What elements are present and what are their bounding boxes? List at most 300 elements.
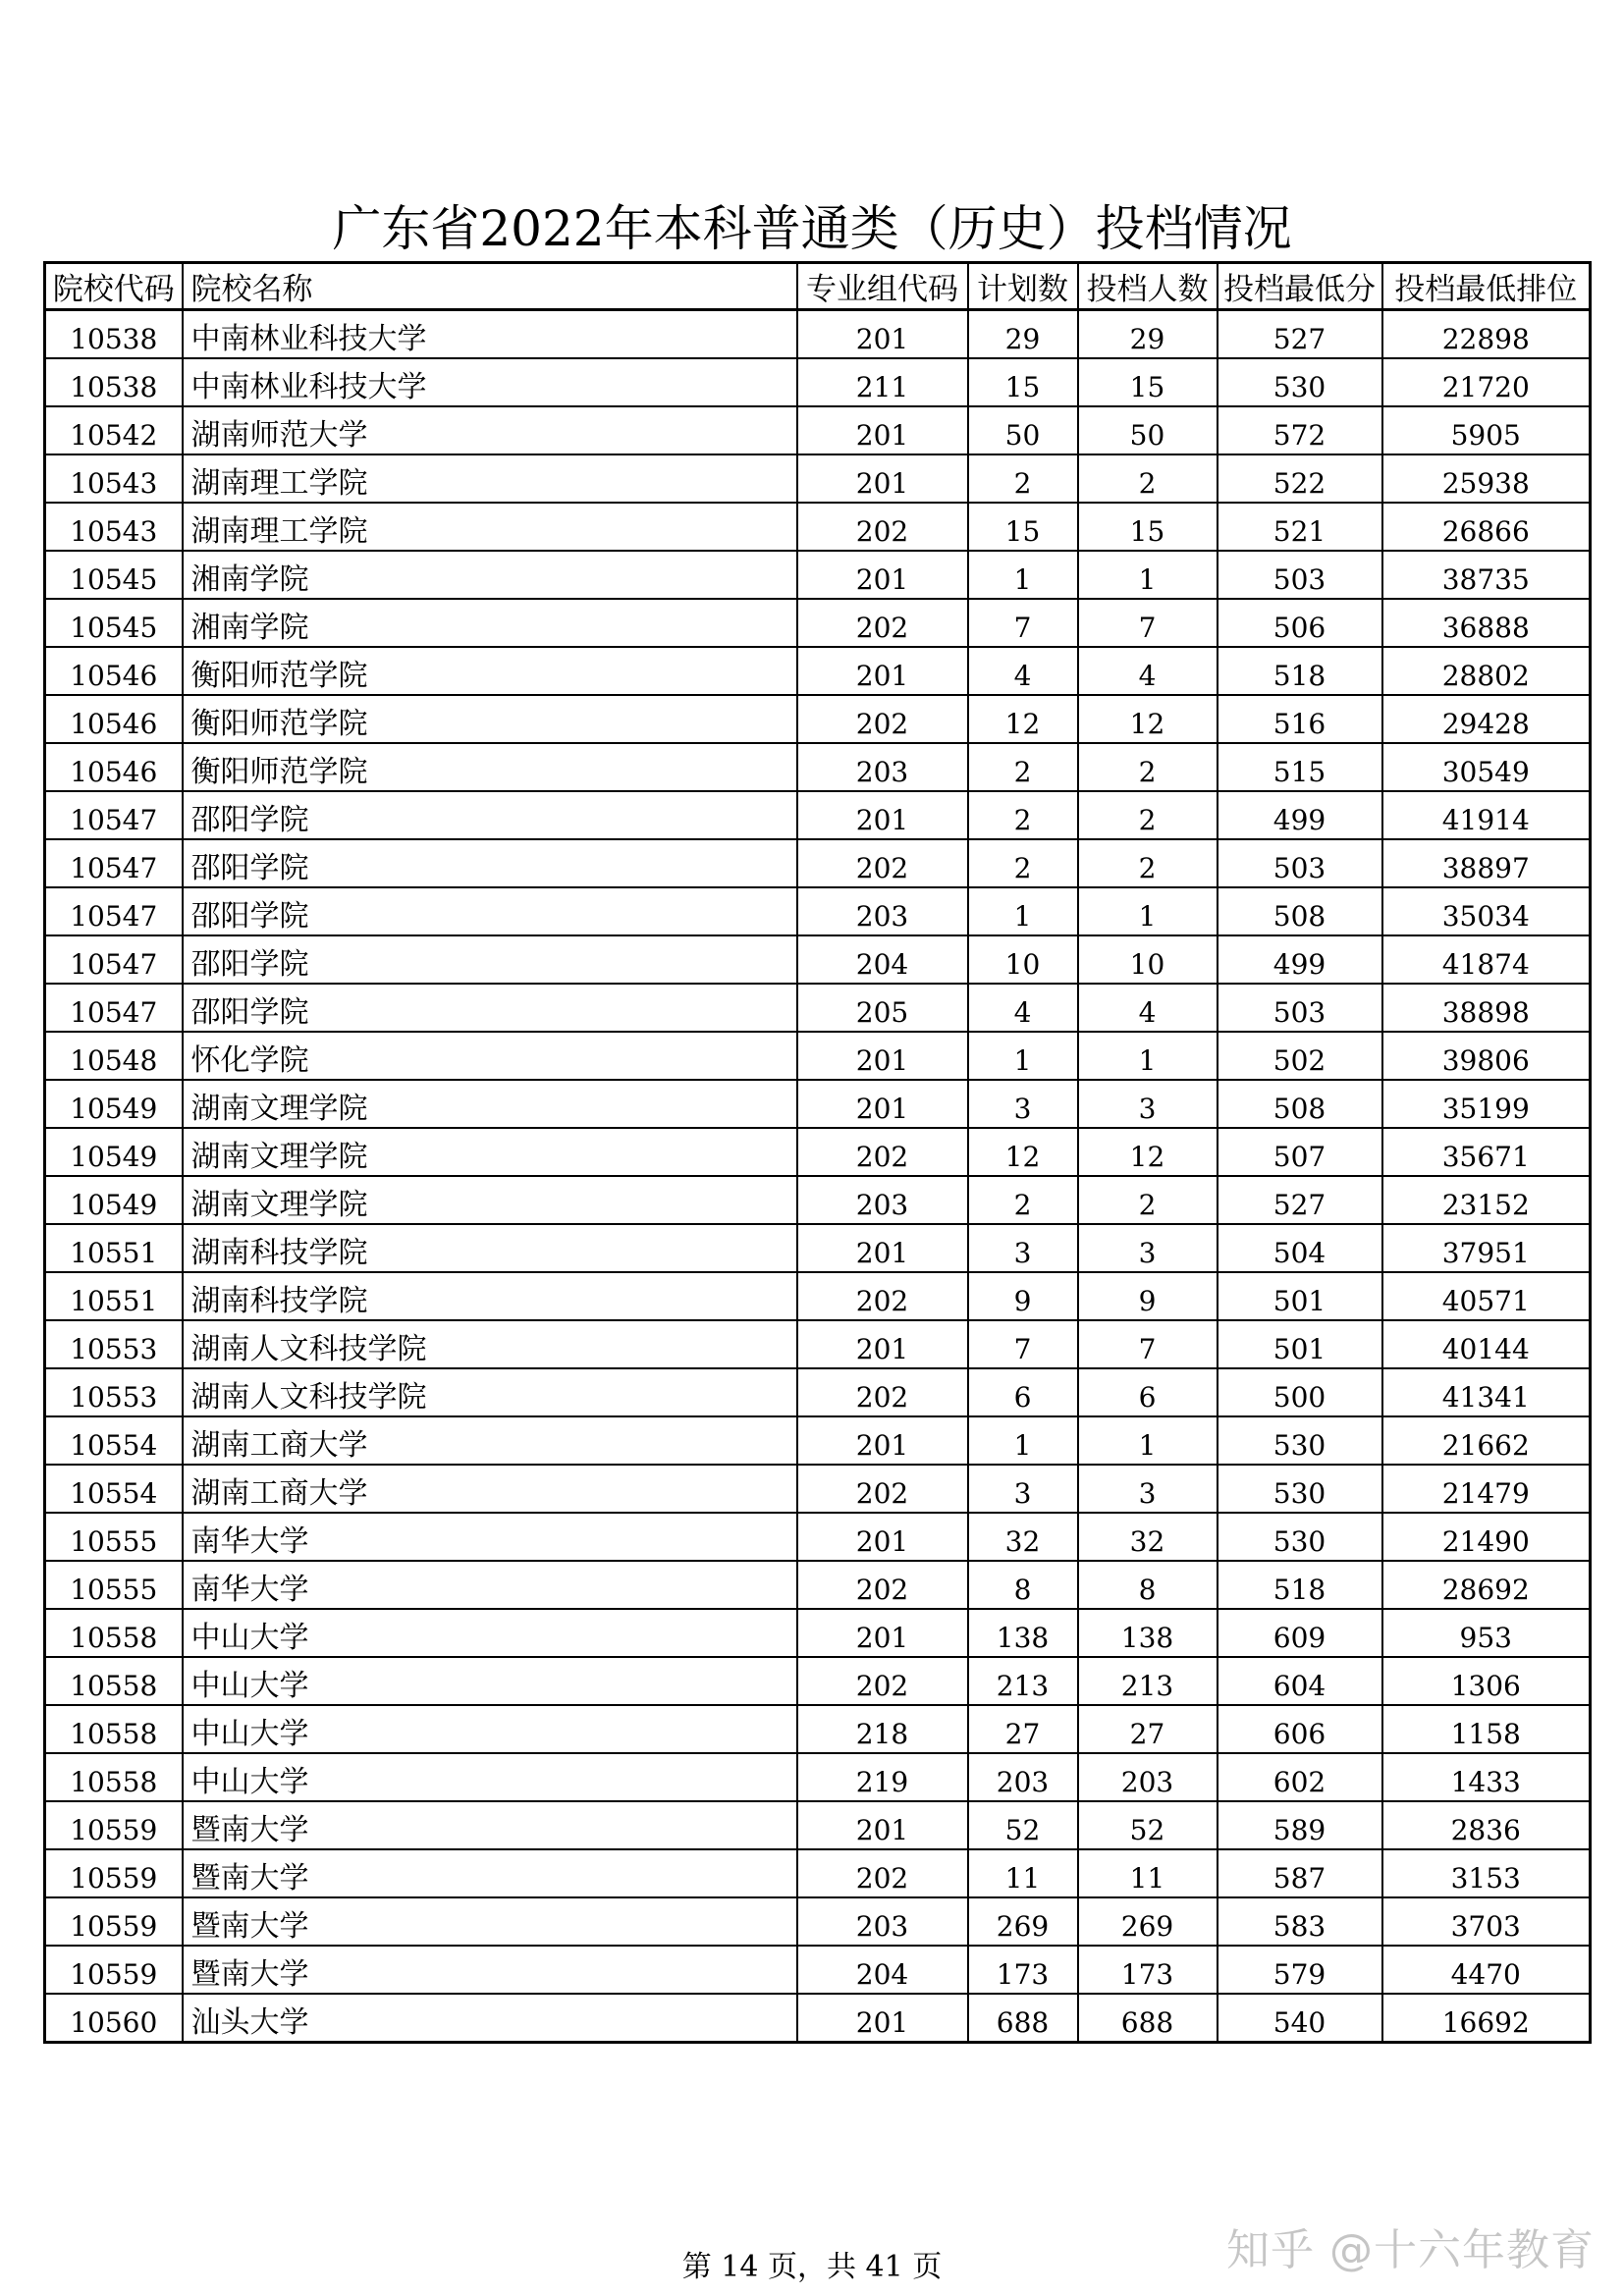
table-row [45,1994,1591,2043]
cell-min-score: 501 [1218,1272,1382,1320]
table-row [45,1897,1591,1946]
header-min-rank: 投档最低排位 [1382,263,1591,310]
table-row [45,1801,1591,1849]
cell-school-code: 10547 [45,791,183,839]
cell-min-score: 518 [1218,1561,1382,1609]
cell-plan-count: 138 [968,1609,1078,1657]
cell-min-rank: 40571 [1382,1272,1591,1320]
cell-school-code: 10546 [45,647,183,695]
cell-school-name: 湖南理工学院 [183,454,797,503]
cell-group-code: 202 [797,1128,968,1176]
table-row [45,1272,1591,1320]
cell-min-score: 499 [1218,935,1382,984]
table-row [45,406,1591,454]
cell-admitted-count: 1 [1078,1032,1218,1080]
cell-min-rank: 41874 [1382,935,1591,984]
cell-min-score: 589 [1218,1801,1382,1849]
cell-min-score: 522 [1218,454,1382,503]
cell-school-code: 10553 [45,1368,183,1416]
cell-school-name: 邵阳学院 [183,887,797,935]
cell-plan-count: 2 [968,791,1078,839]
cell-min-score: 503 [1218,551,1382,599]
cell-group-code: 201 [797,1080,968,1128]
cell-min-rank: 3703 [1382,1897,1591,1946]
table-row [45,310,1591,359]
cell-admitted-count: 3 [1078,1080,1218,1128]
cell-school-code: 10558 [45,1657,183,1705]
table-row [45,1080,1591,1128]
cell-admitted-count: 3 [1078,1465,1218,1513]
cell-admitted-count: 173 [1078,1946,1218,1994]
cell-admitted-count: 9 [1078,1272,1218,1320]
table-row [45,551,1591,599]
admissions-table [43,261,1592,2044]
cell-min-rank: 3153 [1382,1849,1591,1897]
cell-admitted-count: 11 [1078,1849,1218,1897]
cell-admitted-count: 4 [1078,984,1218,1032]
watermark: 知乎 @十六年教育 [1226,2225,1595,2275]
cell-group-code: 202 [797,839,968,887]
cell-school-name: 南华大学 [183,1513,797,1561]
cell-min-score: 508 [1218,1080,1382,1128]
cell-group-code: 205 [797,984,968,1032]
cell-admitted-count: 7 [1078,599,1218,647]
cell-group-code: 201 [797,1032,968,1080]
cell-min-rank: 30549 [1382,743,1591,791]
cell-school-code: 10545 [45,551,183,599]
cell-min-score: 507 [1218,1128,1382,1176]
cell-min-score: 604 [1218,1657,1382,1705]
cell-plan-count: 6 [968,1368,1078,1416]
cell-admitted-count: 203 [1078,1753,1218,1801]
cell-plan-count: 7 [968,599,1078,647]
cell-admitted-count: 15 [1078,358,1218,406]
table-row [45,1176,1591,1224]
cell-school-name: 汕头大学 [183,1994,797,2043]
cell-school-name: 暨南大学 [183,1946,797,1994]
cell-school-code: 10543 [45,454,183,503]
cell-group-code: 202 [797,695,968,743]
table-row [45,887,1591,935]
cell-min-score: 515 [1218,743,1382,791]
cell-school-code: 10551 [45,1224,183,1272]
table-row [45,1128,1591,1176]
cell-plan-count: 2 [968,743,1078,791]
cell-school-name: 怀化学院 [183,1032,797,1080]
table-row [45,1032,1591,1080]
cell-min-score: 503 [1218,984,1382,1032]
table-row [45,1416,1591,1465]
cell-min-rank: 38735 [1382,551,1591,599]
cell-group-code: 201 [797,1801,968,1849]
cell-min-rank: 38897 [1382,839,1591,887]
cell-plan-count: 173 [968,1946,1078,1994]
cell-school-code: 10549 [45,1176,183,1224]
cell-min-rank: 21662 [1382,1416,1591,1465]
cell-school-name: 中南林业科技大学 [183,358,797,406]
cell-school-name: 湖南文理学院 [183,1128,797,1176]
header-admitted-count: 投档人数 [1078,263,1218,310]
cell-min-rank: 2836 [1382,1801,1591,1849]
cell-group-code: 202 [797,1561,968,1609]
cell-min-score: 530 [1218,1416,1382,1465]
cell-school-name: 湖南人文科技学院 [183,1368,797,1416]
cell-school-name: 湖南工商大学 [183,1465,797,1513]
cell-admitted-count: 15 [1078,503,1218,551]
cell-min-rank: 39806 [1382,1032,1591,1080]
cell-admitted-count: 2 [1078,791,1218,839]
cell-group-code: 201 [797,1994,968,2043]
cell-min-rank: 36888 [1382,599,1591,647]
page-footer: 第 14 页，共 41 页 [681,2250,943,2284]
cell-school-name: 中山大学 [183,1657,797,1705]
table-row [45,1513,1591,1561]
table-row [45,695,1591,743]
cell-min-rank: 16692 [1382,1994,1591,2043]
cell-min-rank: 22898 [1382,310,1591,359]
cell-school-code: 10559 [45,1897,183,1946]
cell-min-score: 508 [1218,887,1382,935]
cell-group-code: 203 [797,887,968,935]
cell-group-code: 203 [797,743,968,791]
cell-group-code: 201 [797,1609,968,1657]
cell-admitted-count: 2 [1078,839,1218,887]
cell-school-code: 10554 [45,1465,183,1513]
table-row [45,358,1591,406]
cell-min-rank: 40144 [1382,1320,1591,1368]
table-row [45,1946,1591,1994]
cell-min-rank: 28692 [1382,1561,1591,1609]
cell-min-rank: 35034 [1382,887,1591,935]
cell-plan-count: 688 [968,1994,1078,2043]
cell-school-name: 湖南科技学院 [183,1224,797,1272]
cell-plan-count: 4 [968,647,1078,695]
cell-group-code: 201 [797,791,968,839]
cell-plan-count: 52 [968,1801,1078,1849]
cell-group-code: 202 [797,503,968,551]
cell-school-name: 湖南理工学院 [183,503,797,551]
cell-admitted-count: 12 [1078,1128,1218,1176]
cell-group-code: 201 [797,647,968,695]
cell-min-score: 503 [1218,839,1382,887]
cell-group-code: 201 [797,1320,968,1368]
cell-group-code: 202 [797,1368,968,1416]
table-row [45,1849,1591,1897]
cell-group-code: 204 [797,1946,968,1994]
cell-min-rank: 25938 [1382,454,1591,503]
cell-school-code: 10538 [45,358,183,406]
cell-school-code: 10558 [45,1753,183,1801]
cell-admitted-count: 12 [1078,695,1218,743]
cell-school-name: 湖南文理学院 [183,1176,797,1224]
cell-min-score: 506 [1218,599,1382,647]
cell-plan-count: 50 [968,406,1078,454]
cell-group-code: 201 [797,551,968,599]
cell-min-score: 502 [1218,1032,1382,1080]
cell-school-name: 暨南大学 [183,1801,797,1849]
cell-plan-count: 15 [968,503,1078,551]
cell-admitted-count: 50 [1078,406,1218,454]
cell-group-code: 202 [797,1657,968,1705]
cell-school-code: 10549 [45,1128,183,1176]
cell-group-code: 202 [797,1465,968,1513]
cell-min-rank: 4470 [1382,1946,1591,1994]
header-school-code: 院校代码 [45,263,183,310]
table-row [45,1465,1591,1513]
cell-plan-count: 3 [968,1080,1078,1128]
cell-school-name: 邵阳学院 [183,935,797,984]
cell-min-rank: 5905 [1382,406,1591,454]
cell-group-code: 203 [797,1897,968,1946]
cell-school-code: 10547 [45,935,183,984]
cell-min-score: 527 [1218,310,1382,359]
cell-plan-count: 12 [968,695,1078,743]
cell-admitted-count: 7 [1078,1320,1218,1368]
cell-plan-count: 4 [968,984,1078,1032]
cell-min-score: 518 [1218,647,1382,695]
cell-min-rank: 35199 [1382,1080,1591,1128]
table-row [45,839,1591,887]
cell-school-code: 10549 [45,1080,183,1128]
cell-plan-count: 27 [968,1705,1078,1753]
table-row [45,647,1591,695]
cell-school-code: 10547 [45,984,183,1032]
cell-admitted-count: 2 [1078,743,1218,791]
cell-school-name: 中南林业科技大学 [183,310,797,359]
cell-school-code: 10538 [45,310,183,359]
cell-min-rank: 953 [1382,1609,1591,1657]
cell-group-code: 218 [797,1705,968,1753]
cell-admitted-count: 32 [1078,1513,1218,1561]
table-row [45,791,1591,839]
cell-min-score: 530 [1218,358,1382,406]
cell-min-rank: 1306 [1382,1657,1591,1705]
table-row [45,935,1591,984]
cell-admitted-count: 1 [1078,887,1218,935]
cell-plan-count: 15 [968,358,1078,406]
cell-admitted-count: 2 [1078,1176,1218,1224]
header-school-name: 院校名称 [183,263,797,310]
cell-admitted-count: 29 [1078,310,1218,359]
table-row [45,1224,1591,1272]
cell-school-code: 10542 [45,406,183,454]
cell-min-rank: 28802 [1382,647,1591,695]
cell-min-score: 504 [1218,1224,1382,1272]
cell-school-code: 10554 [45,1416,183,1465]
cell-plan-count: 203 [968,1753,1078,1801]
cell-min-score: 521 [1218,503,1382,551]
cell-min-score: 540 [1218,1994,1382,2043]
cell-school-code: 10546 [45,695,183,743]
table-row [45,503,1591,551]
cell-group-code: 201 [797,1513,968,1561]
cell-school-name: 中山大学 [183,1753,797,1801]
cell-plan-count: 1 [968,551,1078,599]
cell-plan-count: 2 [968,1176,1078,1224]
cell-school-code: 10547 [45,839,183,887]
cell-school-code: 10558 [45,1705,183,1753]
cell-admitted-count: 2 [1078,454,1218,503]
cell-school-code: 10560 [45,1994,183,2043]
cell-min-rank: 21720 [1382,358,1591,406]
cell-min-rank: 1433 [1382,1753,1591,1801]
cell-min-score: 499 [1218,791,1382,839]
cell-min-rank: 21479 [1382,1465,1591,1513]
cell-plan-count: 29 [968,310,1078,359]
cell-min-score: 530 [1218,1465,1382,1513]
cell-school-name: 邵阳学院 [183,984,797,1032]
cell-min-score: 530 [1218,1513,1382,1561]
cell-admitted-count: 6 [1078,1368,1218,1416]
table-row [45,1561,1591,1609]
cell-plan-count: 11 [968,1849,1078,1897]
cell-school-code: 10553 [45,1320,183,1368]
cell-min-score: 500 [1218,1368,1382,1416]
cell-min-rank: 29428 [1382,695,1591,743]
cell-min-rank: 1158 [1382,1705,1591,1753]
cell-min-rank: 26866 [1382,503,1591,551]
cell-min-score: 583 [1218,1897,1382,1946]
cell-school-name: 湘南学院 [183,551,797,599]
cell-plan-count: 32 [968,1513,1078,1561]
cell-school-code: 10555 [45,1513,183,1561]
cell-plan-count: 213 [968,1657,1078,1705]
cell-school-code: 10546 [45,743,183,791]
cell-group-code: 202 [797,1272,968,1320]
table-row [45,1753,1591,1801]
cell-min-score: 606 [1218,1705,1382,1753]
cell-school-name: 中山大学 [183,1609,797,1657]
cell-school-code: 10555 [45,1561,183,1609]
table-row [45,1320,1591,1368]
cell-min-rank: 41341 [1382,1368,1591,1416]
cell-plan-count: 3 [968,1224,1078,1272]
cell-plan-count: 1 [968,887,1078,935]
cell-admitted-count: 213 [1078,1657,1218,1705]
cell-group-code: 201 [797,310,968,359]
cell-group-code: 201 [797,1224,968,1272]
cell-min-score: 602 [1218,1753,1382,1801]
cell-school-code: 10559 [45,1801,183,1849]
cell-admitted-count: 4 [1078,647,1218,695]
table-row [45,1368,1591,1416]
cell-school-name: 暨南大学 [183,1849,797,1897]
cell-min-rank: 35671 [1382,1128,1591,1176]
cell-school-name: 湖南文理学院 [183,1080,797,1128]
cell-school-code: 10551 [45,1272,183,1320]
cell-admitted-count: 1 [1078,551,1218,599]
cell-admitted-count: 10 [1078,935,1218,984]
cell-plan-count: 1 [968,1416,1078,1465]
cell-group-code: 202 [797,1849,968,1897]
table-row [45,1609,1591,1657]
cell-min-score: 579 [1218,1946,1382,1994]
cell-school-name: 南华大学 [183,1561,797,1609]
cell-plan-count: 2 [968,839,1078,887]
cell-plan-count: 2 [968,454,1078,503]
cell-admitted-count: 3 [1078,1224,1218,1272]
cell-school-code: 10548 [45,1032,183,1080]
cell-plan-count: 10 [968,935,1078,984]
cell-school-name: 邵阳学院 [183,839,797,887]
cell-school-code: 10559 [45,1849,183,1897]
page-title: 广东省2022年本科普通类（历史）投档情况 [332,200,1292,257]
cell-group-code: 203 [797,1176,968,1224]
cell-school-name: 衡阳师范学院 [183,743,797,791]
cell-group-code: 201 [797,454,968,503]
table-row [45,599,1591,647]
cell-group-code: 201 [797,1416,968,1465]
cell-min-rank: 38898 [1382,984,1591,1032]
cell-min-rank: 23152 [1382,1176,1591,1224]
cell-min-rank: 37951 [1382,1224,1591,1272]
cell-min-score: 501 [1218,1320,1382,1368]
table-row [45,1705,1591,1753]
cell-school-name: 衡阳师范学院 [183,647,797,695]
cell-group-code: 202 [797,599,968,647]
cell-school-name: 暨南大学 [183,1897,797,1946]
cell-school-name: 邵阳学院 [183,791,797,839]
cell-admitted-count: 688 [1078,1994,1218,2043]
cell-school-name: 湖南科技学院 [183,1272,797,1320]
header-row [45,263,1591,310]
cell-school-code: 10545 [45,599,183,647]
cell-group-code: 204 [797,935,968,984]
cell-min-score: 572 [1218,406,1382,454]
cell-group-code: 219 [797,1753,968,1801]
cell-admitted-count: 1 [1078,1416,1218,1465]
cell-school-code: 10558 [45,1609,183,1657]
header-group-code: 专业组代码 [797,263,968,310]
cell-min-rank: 21490 [1382,1513,1591,1561]
cell-plan-count: 3 [968,1465,1078,1513]
cell-group-code: 211 [797,358,968,406]
cell-min-rank: 41914 [1382,791,1591,839]
cell-group-code: 201 [797,406,968,454]
cell-school-code: 10559 [45,1946,183,1994]
header-plan-count: 计划数 [968,263,1078,310]
cell-plan-count: 8 [968,1561,1078,1609]
cell-school-name: 中山大学 [183,1705,797,1753]
cell-school-name: 湖南人文科技学院 [183,1320,797,1368]
cell-plan-count: 269 [968,1897,1078,1946]
cell-school-code: 10547 [45,887,183,935]
cell-min-score: 587 [1218,1849,1382,1897]
table-row [45,743,1591,791]
table-row [45,454,1591,503]
cell-admitted-count: 52 [1078,1801,1218,1849]
cell-plan-count: 7 [968,1320,1078,1368]
cell-admitted-count: 138 [1078,1609,1218,1657]
cell-school-name: 湖南工商大学 [183,1416,797,1465]
cell-plan-count: 12 [968,1128,1078,1176]
cell-min-score: 609 [1218,1609,1382,1657]
cell-plan-count: 9 [968,1272,1078,1320]
cell-school-code: 10543 [45,503,183,551]
cell-admitted-count: 269 [1078,1897,1218,1946]
cell-plan-count: 1 [968,1032,1078,1080]
cell-school-name: 湖南师范大学 [183,406,797,454]
header-min-score: 投档最低分 [1218,263,1382,310]
table-row [45,984,1591,1032]
table-row [45,1657,1591,1705]
cell-school-name: 衡阳师范学院 [183,695,797,743]
cell-min-score: 527 [1218,1176,1382,1224]
cell-min-score: 516 [1218,695,1382,743]
cell-admitted-count: 8 [1078,1561,1218,1609]
cell-school-name: 湘南学院 [183,599,797,647]
cell-admitted-count: 27 [1078,1705,1218,1753]
